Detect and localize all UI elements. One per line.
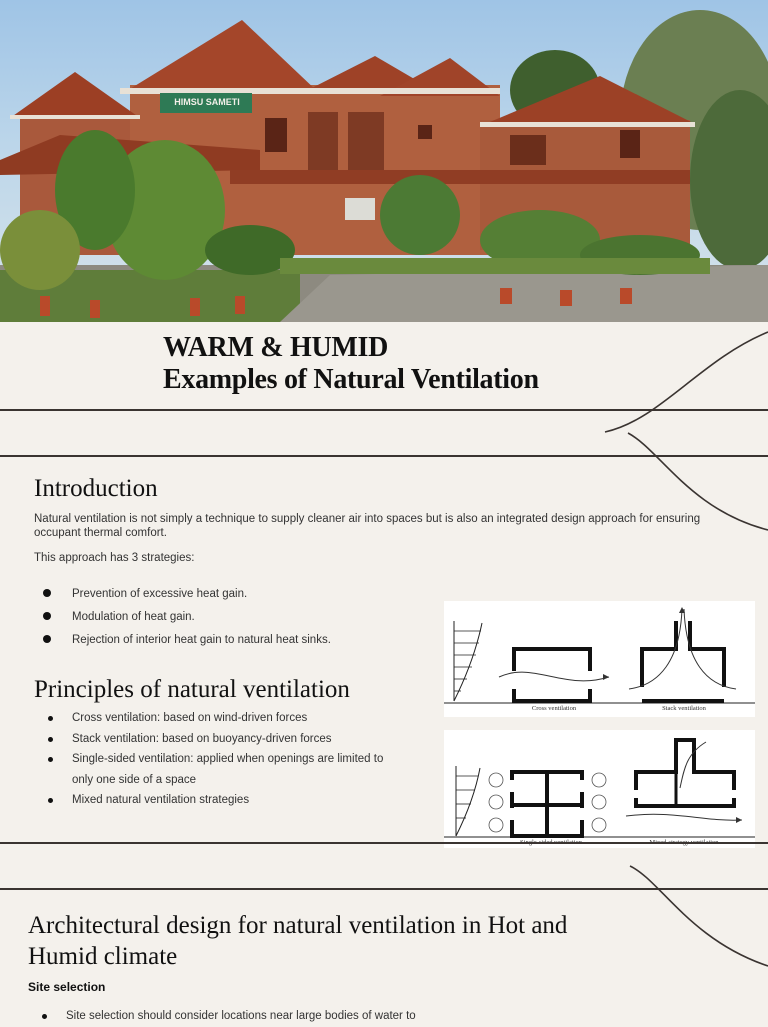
introduction-paragraph: Natural ventilation is not simply a technique to supply cleaner air into spaces but is also an integrated design approach for ensuring occupant thermal comfort. [34,513,701,539]
title-block [163,332,539,396]
list-item: Cross ventilation: based on wind-driven forces [34,708,404,729]
ventilation-diagram-top [444,601,755,717]
list-item: Prevention of excessive heat gain. [34,586,331,609]
list-item: Site selection should consider locations near large bodies of water to [28,1006,628,1027]
principles-heading: Principles of natural ventilation [34,676,350,703]
ventilation-diagram-bottom [444,730,755,848]
page-title: WARM & HUMID [163,332,389,363]
divider-line [0,888,768,890]
page-subtitle: Examples of Natural Ventilation [163,364,539,395]
divider-line [0,842,768,844]
introduction-heading: Introduction [34,475,158,502]
site-selection-list [28,1006,628,1027]
stack-ventilation-caption: Stack ventilation [662,705,706,712]
list-item: Single-sided ventilation: applied when openings are limited to only one side of a space [34,749,404,790]
list-item: Rejection of interior heat gain to natural heat sinks. [34,632,331,655]
list-item: Stack ventilation: based on buoyancy-driven forces [34,729,404,750]
building-sign-text: HIMSU SAMETI [174,97,240,107]
site-selection-heading: Site selection [28,980,106,994]
list-item: Mixed natural ventilation strategies [34,790,404,811]
list-item: Modulation of heat gain. [34,609,331,632]
cross-ventilation-caption: Cross ventilation [531,705,577,712]
divider-line [0,409,768,411]
strategies-list [34,586,331,655]
strategies-intro: This approach has 3 strategies: [34,552,195,564]
architectural-design-heading: Architectural design for natural ventilation in Hot and Humid climate [28,912,568,970]
divider-line [0,455,768,457]
principles-list [34,708,404,811]
